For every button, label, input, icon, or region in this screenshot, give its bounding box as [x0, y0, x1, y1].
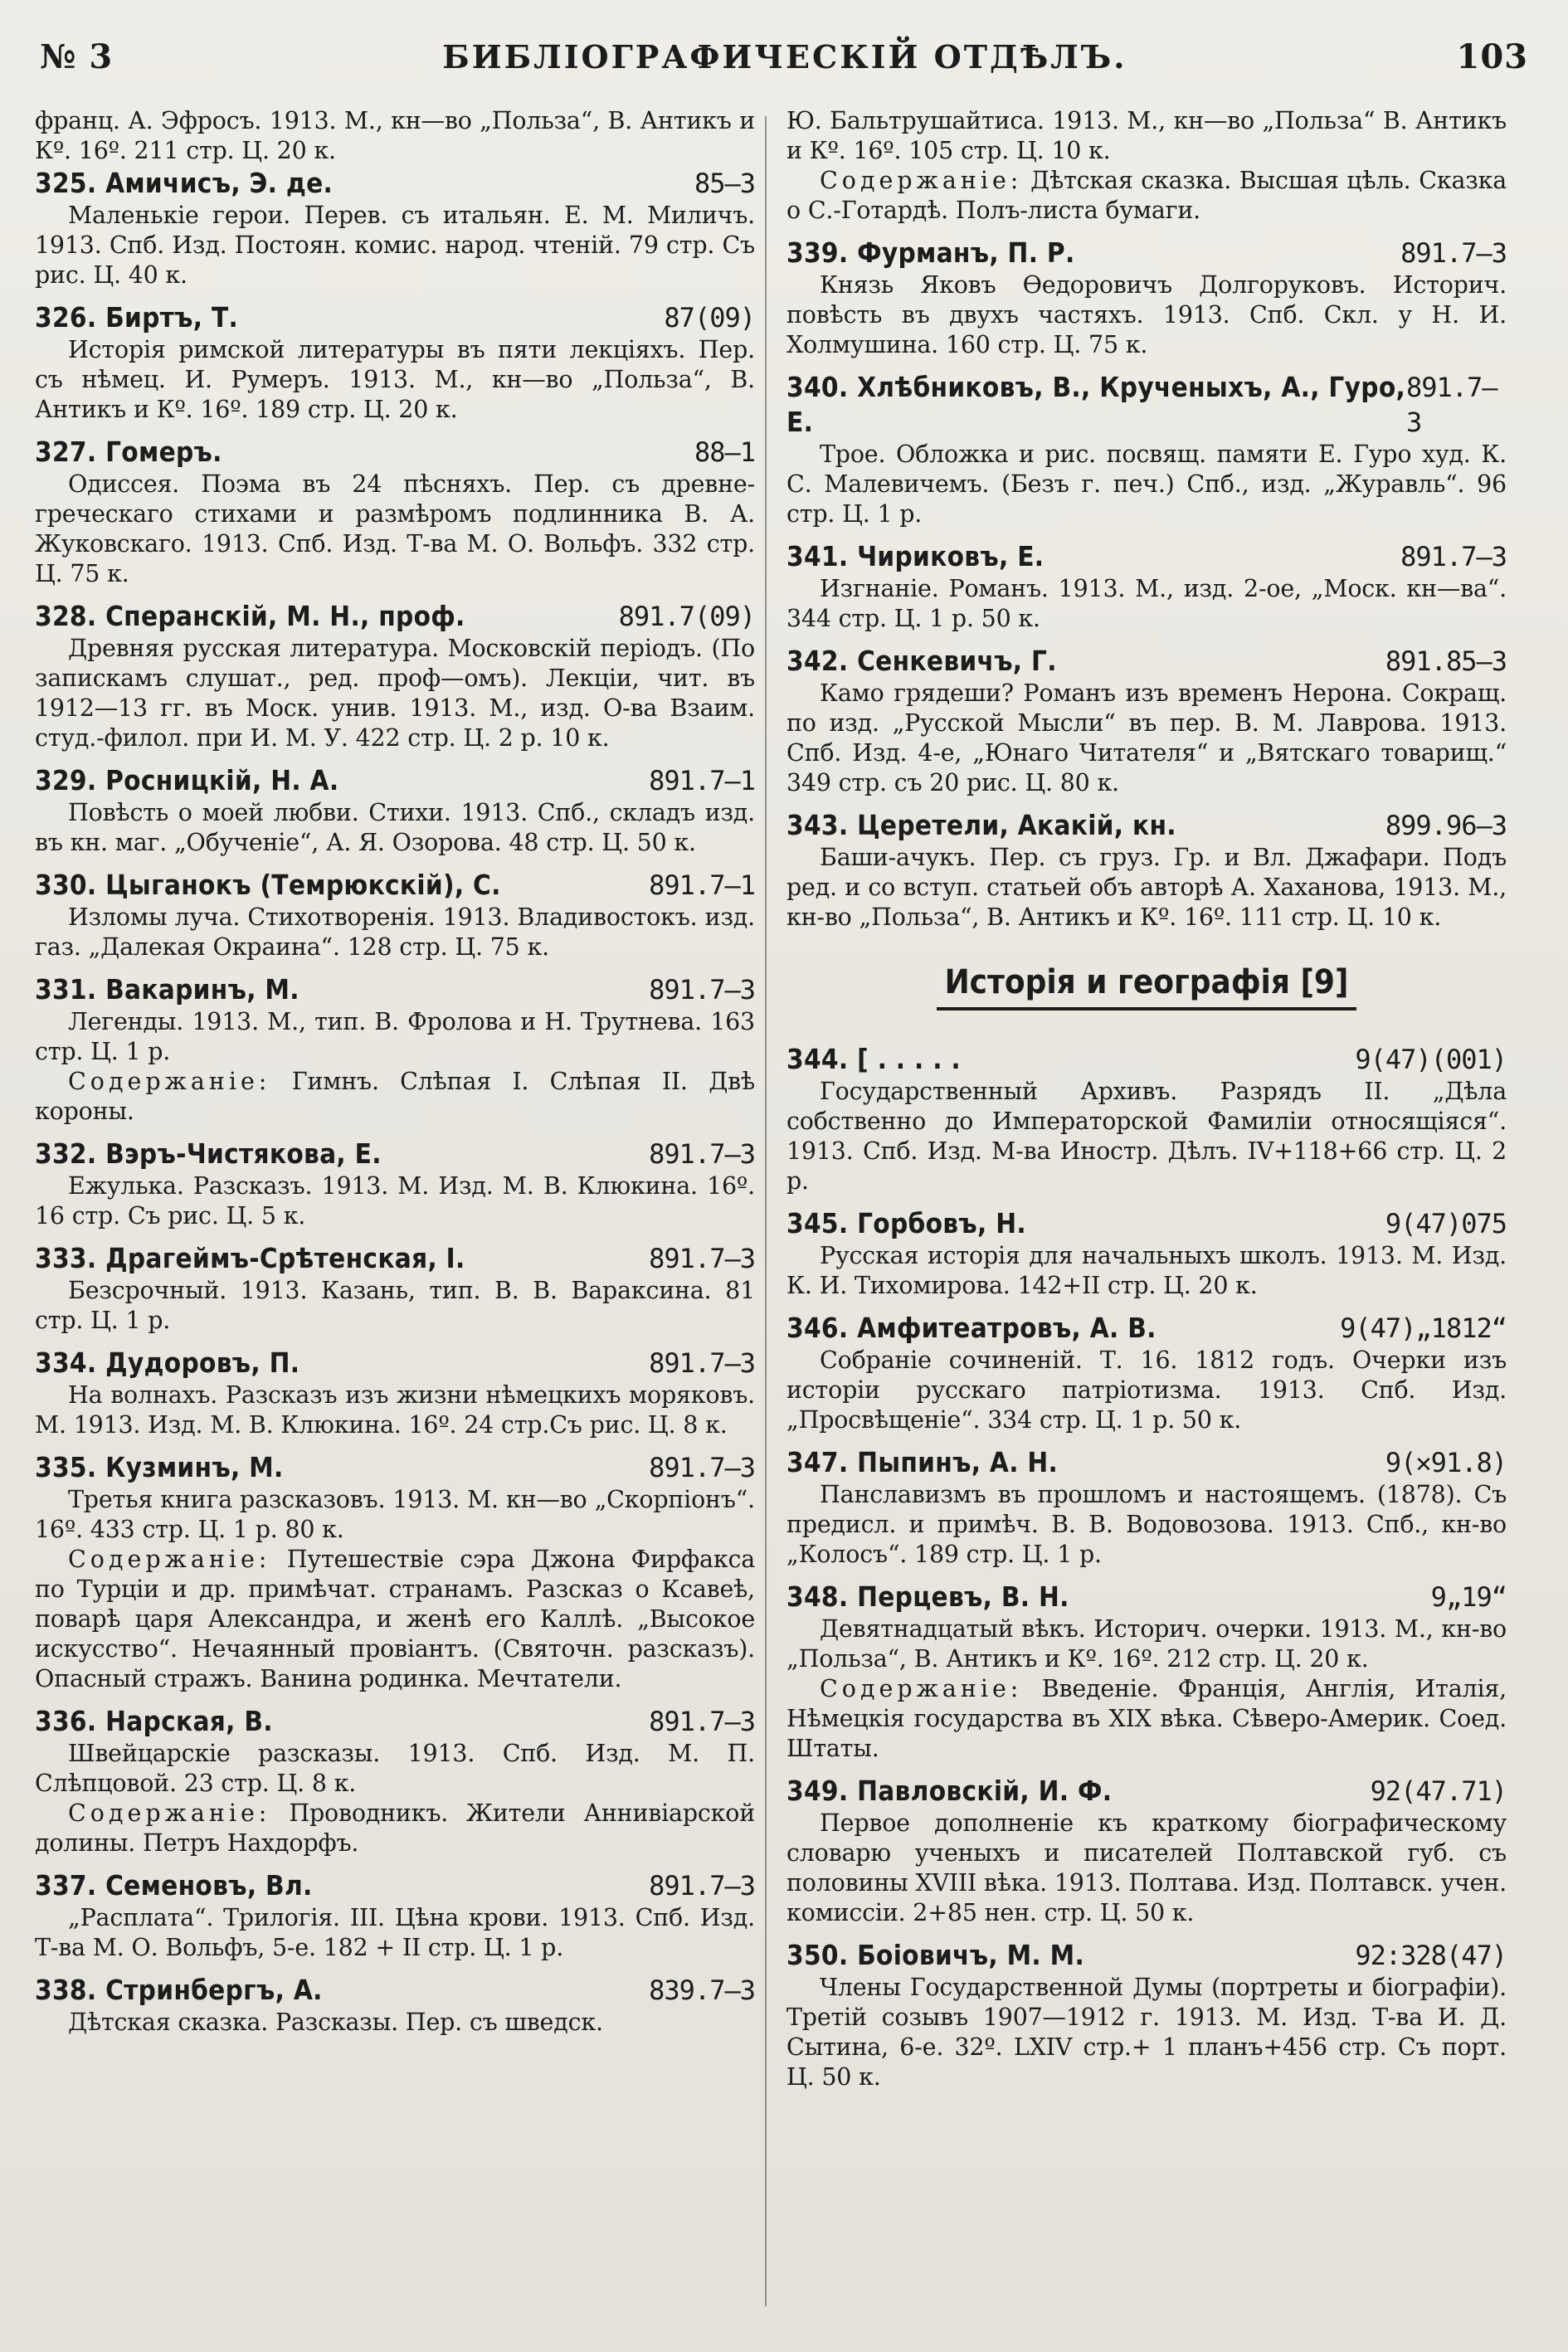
entry-heading [35, 1704, 755, 1739]
entry-description: Изломы луча. Стихотворенія. 1913. Владивостокъ. изд. газ. „Далекая Окраина“. 128 стр. Ц. 75 к. [35, 903, 755, 961]
bibliography-entry [35, 1868, 755, 1963]
entry-author: 345. Горбовъ, Н. [786, 1207, 1026, 1239]
entry-author: 328. Сперанскій, М. Н., проф. [35, 600, 465, 632]
bibliography-entry [786, 644, 1507, 798]
entry-classification-code: 891.7—3 [649, 1243, 755, 1274]
entry-classification-code: 891.7—3 [649, 1870, 755, 1902]
entry-description: Третья книга разсказовъ. 1913. М. кн—во „Скорпіонъ“. 16º. 433 стр. Ц. 1 р. 80 к. [35, 1486, 755, 1543]
entry-classification-code: 891.7—3 [649, 974, 755, 1006]
entry-classification-code: 839.7—3 [649, 1975, 755, 2006]
bibliography-entry [786, 1938, 1507, 2092]
entry-heading [786, 808, 1507, 843]
right-column [786, 106, 1507, 2352]
entry-heading [786, 1206, 1507, 1241]
entry-author: 327. Гомеръ. [35, 436, 222, 468]
entry-contents [35, 1545, 755, 1694]
entry-description: Изгнаніе. Романъ. 1913. М., изд. 2-ое, „Моск. кн—ва“. 344 стр. Ц. 1 р. 50 к. [786, 575, 1507, 632]
entry-author: 342. Сенкевичъ, Г. [786, 645, 1057, 677]
entry-description: На волнахъ. Разсказъ изъ жизни нѣмецкихъ моряковъ. М. 1913. Изд. М. В. Клюкина. 16º. 24 стр.Съ рис. Ц. 8 к. [35, 1381, 755, 1439]
entry-author: 348. Перцевъ, В. Н. [786, 1580, 1069, 1613]
entry-classification-code: 9(47)(001) [1355, 1044, 1507, 1075]
entry-classification-code: 891.7—1 [649, 869, 755, 901]
bibliography-entry [35, 435, 755, 589]
entry-heading [786, 1445, 1507, 1480]
issue-number: № 3 [40, 37, 114, 76]
entry-description: Повѣсть о моей любви. Стихи. 1913. Спб., складъ изд. въ кн. маг. „Обученіе“, А. Я. Озорова. 48 стр. Ц. 50 к. [35, 799, 755, 856]
page-number: 103 [1456, 37, 1528, 76]
entry-classification-code: 9„19“ [1430, 1581, 1507, 1613]
bibliography-entry [786, 539, 1507, 634]
entry-description: Ежулька. Разсказъ. 1913. М. Изд. М. В. Клюкина. 16º. 16 стр. Съ рис. Ц. 5 к. [35, 1172, 755, 1230]
entry-author: 349. Павловскій, И. Ф. [786, 1775, 1113, 1807]
entry-author: 341. Чириковъ, Е. [786, 540, 1045, 572]
contents-text: Введеніе. Франція, Англія, Италія, Нѣмецкія государства въ XIX вѣка. Сѣверо-Америк. Соед. Штаты. [786, 1675, 1507, 1762]
column-divider [765, 116, 767, 2306]
left-entries-list [35, 166, 755, 2038]
entry-author: 335. Кузминъ, М. [35, 1451, 284, 1483]
entry-classification-code: 9(47)„1812“ [1340, 1312, 1507, 1344]
entry-author: 340. Хлѣбниковъ, В., Крученыхъ, А., Гуро, Е. [786, 371, 1406, 438]
entry-author: 344. [ . . . . . [786, 1043, 961, 1075]
entry-description: Исторія римской литературы въ пяти лекціяхъ. Пер. съ нѣмец. И. Румеръ. 1913. М., кн—во „Польза“, В. Антикъ и Кº. 16º. 189 стр. Ц. 20 к. [35, 336, 755, 423]
entry-description: Легенды. 1913. М., тип. В. Фролова и Н. Трутнева. 163 стр. Ц. 1 р. [35, 1008, 755, 1065]
contents-label: Содержаніе: [820, 167, 1023, 194]
entry-heading [786, 370, 1507, 440]
bibliography-entry [35, 1241, 755, 1336]
entry-classification-code: 92(47.71) [1370, 1775, 1507, 1807]
entry-author: 330. Цыганокъ (Темрюкскій), С. [35, 869, 501, 901]
section-header-title: БИБЛІОГРАФИЧЕСКІЙ ОТДѢЛЪ. [442, 37, 1127, 75]
entry-description: „Расплата“. Трилогія. III. Цѣна крови. 1913. Спб. Изд. Т-ва М. О. Вольфъ, 5-е. 182 + II стр. Ц. 1 р. [35, 1904, 755, 1961]
entry-classification-code: 891.7—3 [649, 1347, 755, 1379]
entry-classification-code: 9(47)075 [1385, 1208, 1507, 1239]
bibliography-entry [35, 300, 755, 425]
contents-text: Путешествіе сэра Джона Фирфакса по Турціи и др. примѣчат. странамъ. Разсказ о Ксавеѣ, поварѣ царя Александра, и женѣ его Каллѣ. „Высокое искусство“. Нечаянный провіантъ. (Святочн. разсказъ). Опасный стражъ. Ванина родинка. Мечтатели. [35, 1546, 756, 1692]
bibliography-entry [35, 763, 755, 858]
entry-description: Русская исторія для начальныхъ школъ. 1913. М. Изд. К. И. Тихомирова. 142+II стр. Ц. 20 к. [786, 1242, 1507, 1299]
entry-heading [786, 539, 1507, 574]
entry-author: 350. Боіовичъ, М. М. [786, 1939, 1085, 1971]
entry-description: Князь Яковъ Ѳедоровичъ Долгоруковъ. Историч. повѣсть въ двухъ частяхъ. 1913. Спб. Скл. у Н. И. Холмушина. 160 стр. Ц. 75 к. [786, 271, 1507, 358]
entry-heading [786, 1311, 1507, 1346]
bibliography-entry [35, 1973, 755, 2038]
bibliography-entry [35, 1346, 755, 1440]
section-heading [786, 961, 1507, 1010]
entry-author: 325. Амичисъ, Э. де. [35, 167, 334, 199]
entry-classification-code: 87(09) [664, 302, 755, 334]
entry-classification-code: 891.7—3 [1400, 541, 1507, 572]
contents-label: Содержаніе: [68, 1068, 271, 1095]
entry-classification-code: 891.7—3 [649, 1138, 755, 1170]
entry-heading [35, 1450, 755, 1485]
contents-text: Дѣтская сказка. Высшая цѣль. Сказка о С.-Готардѣ. Полъ-листа бумаги. [786, 167, 1507, 224]
continued-entry [786, 106, 1507, 226]
bibliography-entry [35, 166, 755, 290]
contents-label: Содержаніе: [820, 1675, 1023, 1702]
bibliography-entry [786, 1774, 1507, 1928]
contents-label: Содержаніе: [68, 1799, 271, 1827]
right-entries-list-literature [786, 236, 1507, 933]
bibliography-entry [786, 1042, 1507, 1196]
entry-author: 347. Пыпинъ, А. Н. [786, 1446, 1059, 1478]
entry-classification-code: 899.96—3 [1385, 810, 1507, 841]
entry-author: 329. Росницкій, Н. А. [35, 764, 339, 796]
bibliography-entry [786, 370, 1507, 529]
bibliography-entry [35, 972, 755, 1127]
continued-entry-text: франц. А. Эфросъ. 1913. М., кн—во „Польза“, В. Антикъ и Кº. 16º. 211 стр. Ц. 20 к. [35, 107, 755, 164]
entry-heading [35, 1137, 755, 1171]
entry-description: Девятнадцатый вѣкъ. Историч. очерки. 1913. М., кн-во „Польза“, В. Антикъ и Кº. 16º. 212 стр. Ц. 20 к. [786, 1615, 1507, 1673]
contents-text: Проводникъ. Жители Аннивіарской долины. Петръ Нахдорфъ. [35, 1799, 755, 1857]
contents-text: Гимнъ. Слѣпая I. Слѣпая II. Двѣ короны. [35, 1068, 755, 1125]
entry-author: 333. Драгеймъ-Срѣтенская, I. [35, 1242, 465, 1274]
entry-classification-code: 891.85—3 [1385, 645, 1507, 677]
entry-heading [35, 1346, 755, 1381]
page-header [40, 32, 1528, 81]
entry-author: 332. Вэръ-Чистякова, Е. [35, 1137, 382, 1170]
left-column [35, 106, 755, 2352]
entry-classification-code: 92:328(47) [1355, 1940, 1507, 1971]
bibliography-entry [35, 1450, 755, 1694]
entry-heading [786, 1938, 1507, 1973]
entry-description: Безсрочный. 1913. Казань, тип. В. В. Вараксина. 81 стр. Ц. 1 р. [35, 1277, 755, 1334]
bibliography-entry [786, 1206, 1507, 1301]
entry-classification-code: 891.7(09) [618, 601, 755, 632]
entry-heading [35, 300, 755, 335]
entry-description: Швейцарскіе разсказы. 1913. Спб. Изд. М. П. Слѣпцовой. 23 стр. Ц. 8 к. [35, 1740, 755, 1797]
bibliography-entry [35, 1704, 755, 1858]
bibliography-entry [786, 1311, 1507, 1435]
bibliography-entry [786, 1580, 1507, 1764]
entry-author: 326. Биртъ, Т. [35, 301, 239, 334]
entry-heading [35, 763, 755, 798]
entry-heading [786, 1774, 1507, 1809]
entry-author: 346. Амфитеатровъ, А. В. [786, 1312, 1157, 1344]
bibliography-entry [35, 868, 755, 962]
entry-author: 339. Фурманъ, П. Р. [786, 236, 1075, 269]
entry-classification-code: 891.7—1 [649, 765, 755, 796]
entry-description: Первое дополненіе къ краткому біографическому словарю ученыхъ и писателей Полтавской губ. съ половины XVIII вѣка. 1913. Полтава. Изд. Полтавск. учен. комиссіи. 2+85 нен. стр. Ц. 50 к. [786, 1809, 1507, 1926]
entry-heading [35, 1241, 755, 1276]
entry-author: 337. Семеновъ, Вл. [35, 1869, 313, 1902]
contents-label: Содержаніе: [68, 1546, 271, 1573]
entry-heading [35, 1868, 755, 1903]
entry-heading [35, 1973, 755, 2008]
entry-description: Панславизмъ въ прошломъ и настоящемъ. (1878). Съ предисл. и примѣч. В. В. Водовозова. 1913. Спб., кн-во „Колосъ“. 189 стр. Ц. 1 р. [786, 1481, 1507, 1568]
right-entries-list-history [786, 1042, 1507, 2092]
entry-author: 338. Стринбергъ, А. [35, 1974, 323, 2006]
entry-heading [786, 236, 1507, 270]
entry-description: Древняя русская литература. Московскій періодъ. (По запискамъ слушат., ред. проф—омъ). Лекціи, чит. въ 1912—13 гг. въ Моск. унив. 1913. М., изд. О-ва Взаим. студ.-филол. при И. М. У. 422 стр. Ц. 2 р. 10 к. [35, 635, 755, 752]
entry-classification-code: 891.7—3 [1400, 237, 1507, 269]
entry-heading [786, 1580, 1507, 1614]
entry-classification-code: 891.7—3 [649, 1706, 755, 1737]
entry-description: Камо грядеши? Романъ изъ временъ Нерона. Сокращ. по изд. „Русской Мысли“ въ пер. В. М. Лаврова. 1913. Спб. Изд. 4-е, „Юнаго Читателя“ и „Вятскаго товарищ.“ 349 стр. съ 20 рис. Ц. 80 к. [786, 679, 1507, 796]
entry-contents [35, 1799, 755, 1858]
bibliography-entry [786, 1445, 1507, 1570]
entry-heading [786, 644, 1507, 679]
section-title: Исторія и географія [9] [937, 961, 1357, 1010]
bibliography-entry [35, 599, 755, 753]
entry-author: 336. Нарская, В. [35, 1705, 273, 1737]
continued-entry-text: Ю. Бальтрушайтиса. 1913. М., кн—во „Польза“ В. Антикъ и Кº. 16º. 105 стр. Ц. 10 к. [786, 107, 1507, 164]
entry-contents [786, 1674, 1507, 1764]
entry-description: Дѣтская сказка. Разсказы. Пер. съ шведск. [68, 2009, 603, 2036]
entry-description: Члены Государственной Думы (портреты и біографіи). Третій созывъ 1907—1912 г. 1913. М. Изд. Т-ва И. Д. Сытина, 6-е. 32º. LXIV стр.+ 1 планъ+456 стр. Съ порт. Ц. 50 к. [786, 1974, 1507, 2091]
entry-description: Трое. Обложка и рис. посвящ. памяти Е. Гуро худ. К. С. Малевичемъ. (Безъ г. печ.) Спб., изд. „Журавль“. 96 стр. Ц. 1 р. [786, 441, 1507, 528]
bibliography-entry [786, 808, 1507, 933]
entry-heading [35, 599, 755, 634]
entry-classification-code: 9(✕91.8) [1385, 1447, 1507, 1478]
entry-heading [35, 435, 755, 470]
entry-contents [786, 166, 1507, 226]
entry-description: Государственный Архивъ. Разрядъ II. „Дѣла собственно до Императорской Фамиліи относящіяся“. 1913. Спб. Изд. М-ва Иностр. Дѣлъ. IV+118+66 стр. Ц. 2 р. [786, 1078, 1507, 1195]
entry-heading [35, 868, 755, 903]
entry-classification-code: 891.7—3 [649, 1452, 755, 1483]
bibliography-entry [786, 236, 1507, 360]
entry-classification-code: 88—1 [694, 436, 755, 468]
entry-author: 334. Дудоровъ, П. [35, 1346, 300, 1379]
bibliography-entry [35, 1137, 755, 1231]
entry-description: Одиссея. Поэма въ 24 пѣсняхъ. Пер. съ древне-греческаго стихами и размѣромъ подлинника В. А. Жуковскаго. 1913. Спб. Изд. Т-ва М. О. Вольфъ. 332 стр. Ц. 75 к. [35, 470, 755, 587]
entry-heading [35, 166, 755, 201]
entry-classification-code: 85—3 [694, 168, 755, 199]
entry-classification-code: 891.7—3 [1405, 372, 1497, 438]
entry-description: Собраніе сочиненій. Т. 16. 1812 годъ. Очерки изъ исторіи русскаго патріотизма. 1913. Спб. Изд. „Просвѣщеніе“. 334 стр. Ц. 1 р. 50 к. [786, 1346, 1507, 1434]
entry-description: Маленькіе герои. Перев. съ итальян. Е. М. Миличъ. 1913. Спб. Изд. Постоян. комис. народ. чтеній. 79 стр. Съ рис. Ц. 40 к. [35, 202, 755, 289]
entry-description: Баши-ачукъ. Пер. съ груз. Гр. и Вл. Джафари. Подъ ред. и со вступ. статьей объ авторѣ А. Хаханова, 1913. М., кн-во „Польза“, В. Антикъ и Кº. 16º. 111 стр. Ц. 10 к. [786, 844, 1507, 931]
entry-contents [35, 1067, 755, 1127]
entry-heading [786, 1042, 1507, 1077]
entry-author: 331. Вакаринъ, М. [35, 973, 299, 1006]
entry-heading [35, 972, 755, 1007]
entry-author: 343. Церетели, Акакій, кн. [786, 809, 1176, 841]
